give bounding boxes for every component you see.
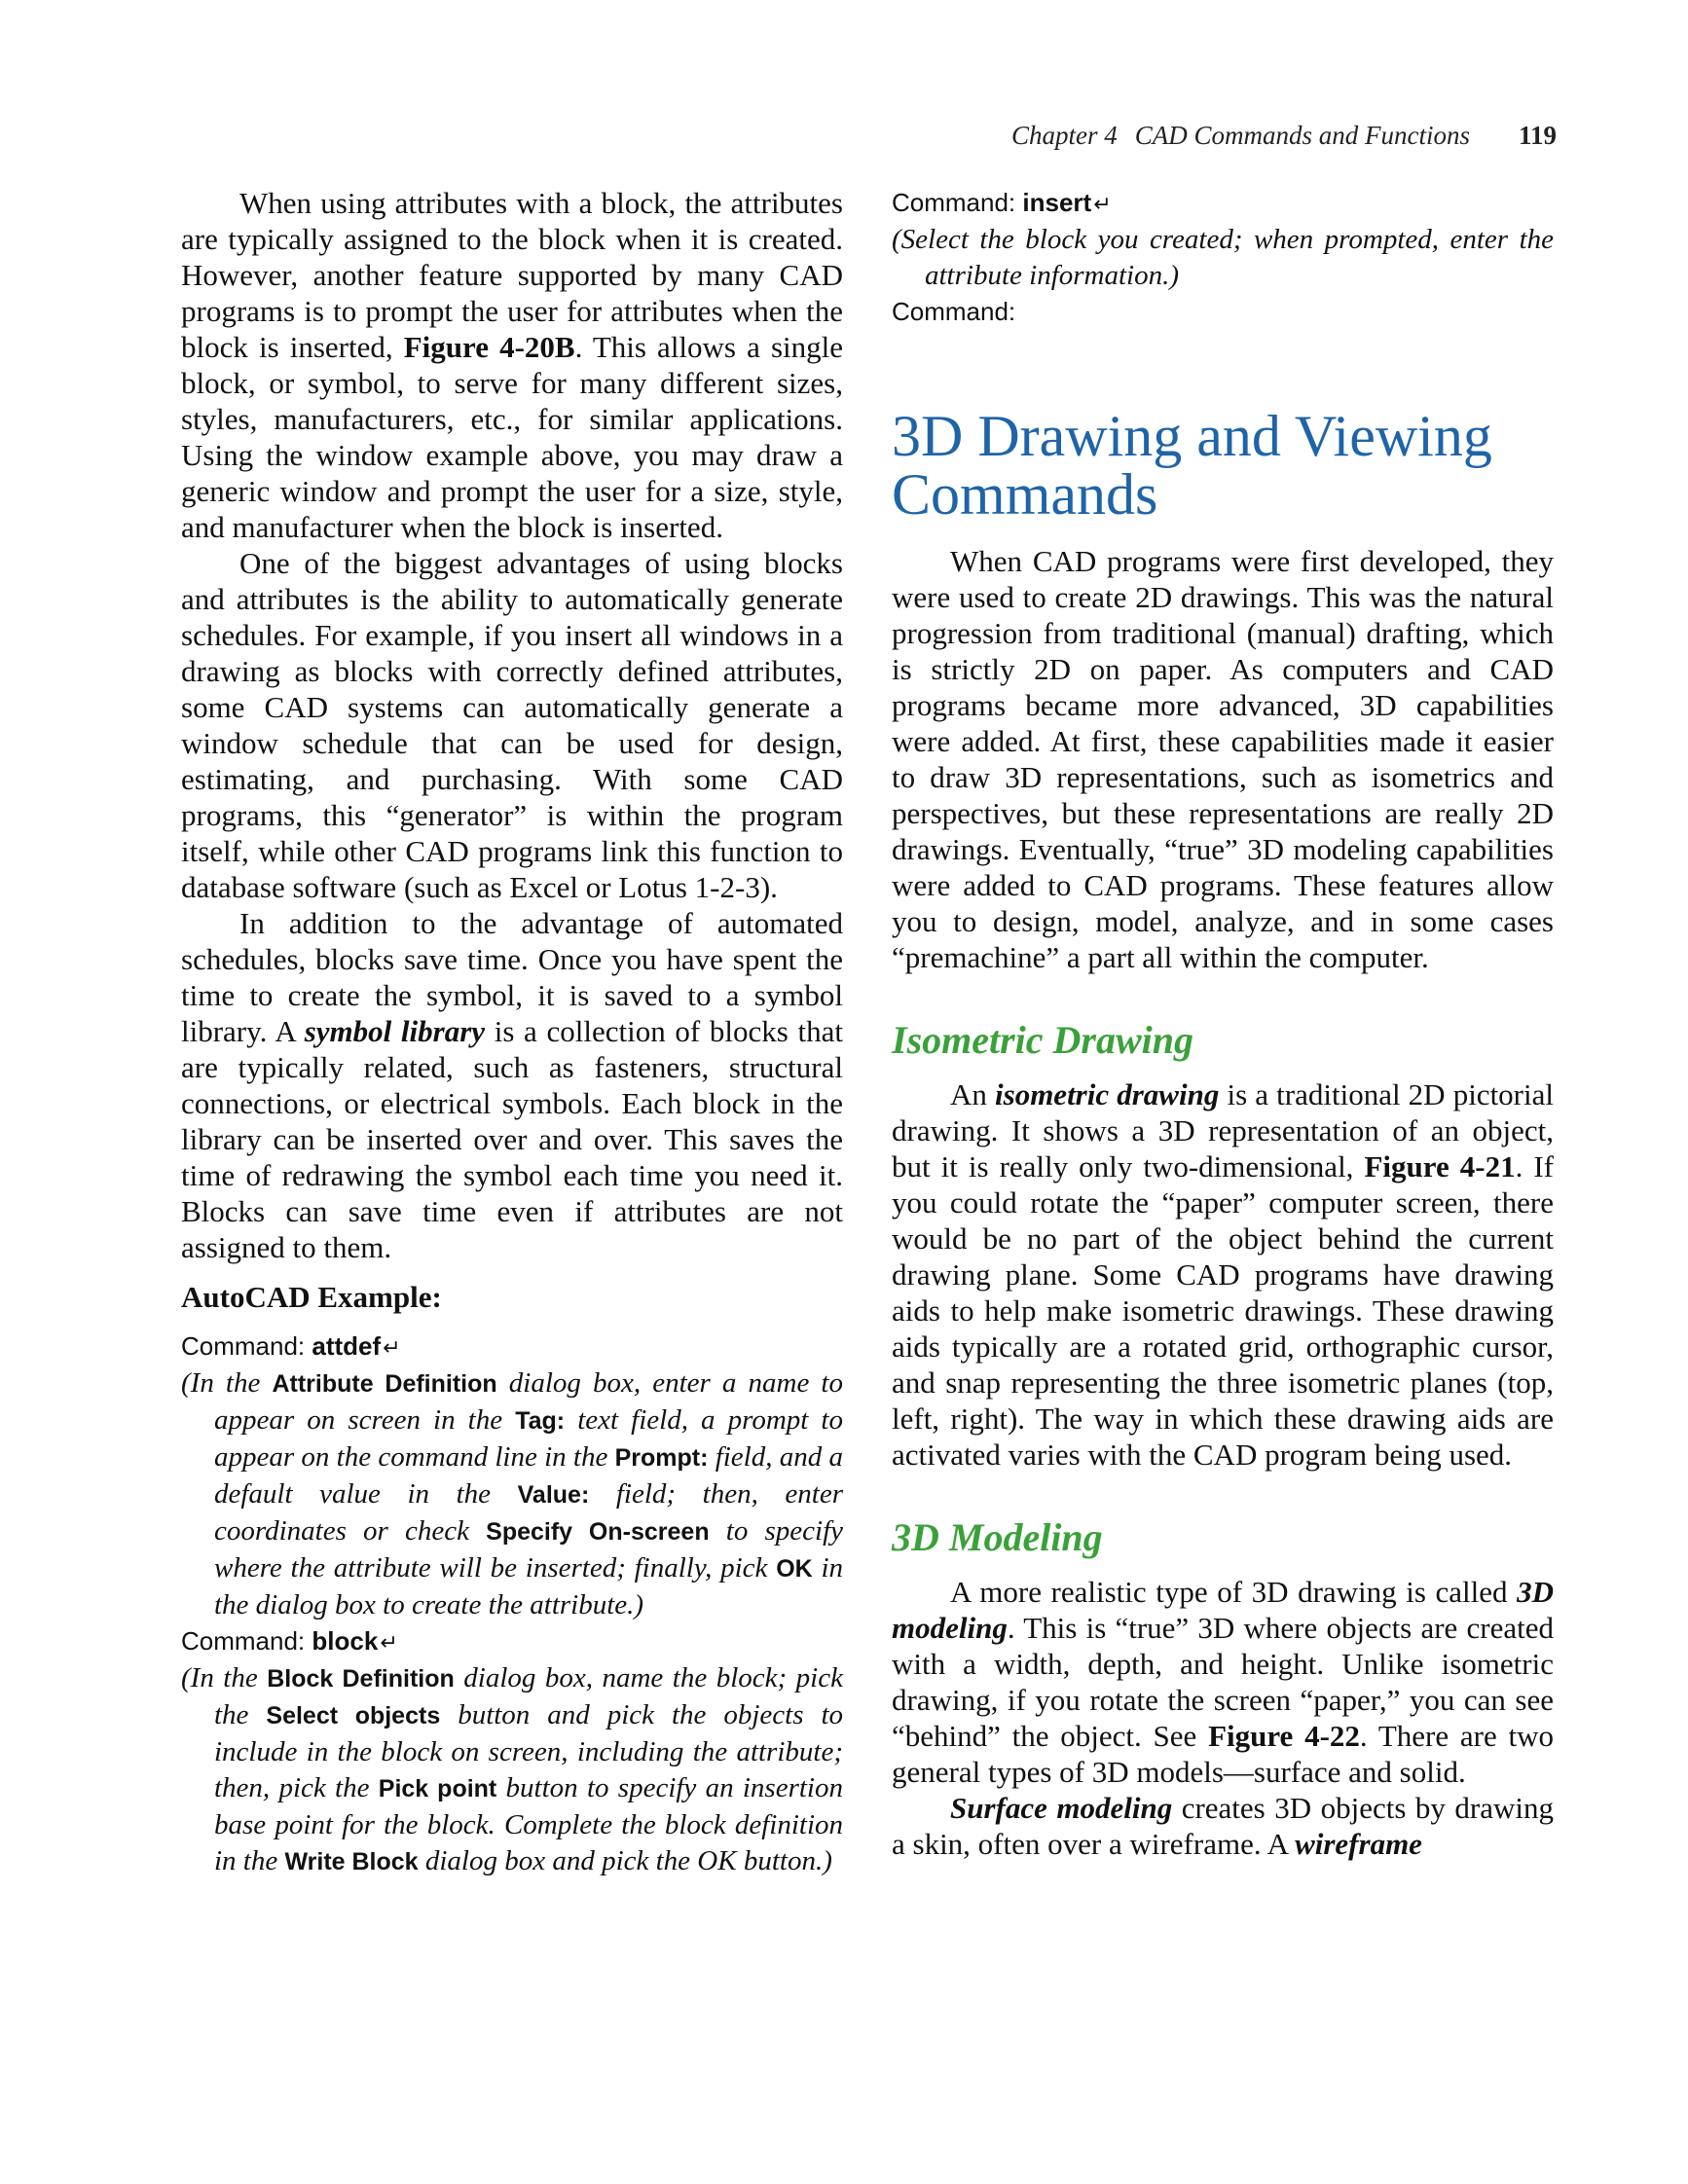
paragraph <box>892 1076 1554 1473</box>
ui-term: Prompt: <box>614 1444 709 1472</box>
ui-term: Pick point <box>378 1775 497 1802</box>
enter-key-icon: ↵ <box>380 1630 398 1655</box>
key-term: 3D modeling <box>892 1575 1554 1645</box>
text: in the dialog box to create the attribute.) <box>214 1552 843 1620</box>
text: button and pick the objects to include in the block on screen, including the attribute; then, pick the <box>214 1699 843 1803</box>
command-line: Command: <box>892 297 1016 326</box>
command-prefix: Command: <box>892 188 1023 217</box>
text: text field, a prompt to appear on the command line in the <box>214 1404 843 1473</box>
paragraph <box>181 185 843 545</box>
command-note <box>181 1365 843 1623</box>
command-prefix: Command: <box>181 1331 312 1361</box>
paragraph: When CAD programs were first developed, they were used to create 2D drawings. This was the natural progression from traditional (manual) drafting, which is strictly 2D on paper. As computers and CAD programs became more advanced, 3D capabilities were added. At first, these capabilities made it easier to draw 3D representations, such as isometrics and perspectives, but these representations are really 2D drawings. Eventually, “true” 3D modeling capabilities were added to CAD programs. These features allow you to design, model, analyze, and in some cases “premachine” a part all within the computer. <box>892 544 1554 974</box>
subsection-heading: 3D Modeling <box>892 1515 1103 1559</box>
left-column <box>181 185 843 1880</box>
text: is a collection of blocks that are typically related, such as fasteners, structural connections, or electrical symbols. Each block in the library can be inserted over and over. This saves the time of redrawing the symbol each time you need it. Blocks can save time even if attributes are not assigned to them. <box>181 1014 843 1264</box>
command-line <box>181 1623 843 1660</box>
enter-key-icon: ↵ <box>1093 192 1112 216</box>
text: . This is “true” 3D where objects are created with a width, depth, and height. Unlike isometric drawing, if you rotate the screen “paper,” you can see “behind” the object. See <box>892 1611 1554 1753</box>
paragraph: One of the biggest advantages of using blocks and attributes is the ability to automatically generate schedules. For example, if you insert all windows in a drawing as blocks with correctly defined attributes, some CAD systems can automatically generate a window schedule that can be used for design, estimating, and purchasing. With some CAD programs, this “generator” is within the program itself, while other CAD programs link this function to database software (such as Excel or Lotus 1-2-3). <box>181 546 843 904</box>
command-note: (Select the block you created; when prompted, enter the attribute information.) <box>892 224 1554 291</box>
key-term: wireframe <box>1295 1827 1422 1861</box>
page-number: 119 <box>1518 121 1557 150</box>
text: (In the <box>181 1367 273 1399</box>
command-note <box>181 1660 843 1880</box>
paragraph <box>892 1790 1554 1862</box>
key-term: isometric drawing <box>995 1077 1220 1111</box>
text: . This allows a single block, or symbol, to serve for many different sizes, styles, manufacturers, etc., for similar applications. Using the window example above, you may draw a generic window and prompt the user for a size, style, and manufacturer when the block is inserted. <box>181 330 843 544</box>
command-line <box>892 185 1554 222</box>
text: dialog box, enter a name to appear on screen in the <box>214 1367 843 1436</box>
figure-ref: Figure 4-21 <box>1364 1149 1516 1183</box>
text: creates 3D objects by drawing a skin, often over a wireframe. A <box>892 1791 1554 1861</box>
text: is a traditional 2D pictorial drawing. It shows a 3D representation of an object, but it is really only two-dimensional, <box>892 1077 1554 1183</box>
command-text: attdef <box>312 1331 382 1361</box>
text: When using attributes with a block, the attributes are typically assigned to the block when it is created. However, another feature supported by many CAD programs is to prompt the user for attributes when the block is inserted, <box>181 186 843 364</box>
key-term: Surface modeling <box>950 1791 1173 1825</box>
text: button to specify an insertion base point for the block. Complete the block definition in the <box>214 1772 843 1876</box>
right-column <box>892 185 1554 1862</box>
text: . If you could rotate the “paper” computer screen, there would be no part of the object behind the current drawing plane. Some CAD programs have drawing aids to help make isometric drawings. These drawing aids typically are a rotated grid, orthographic cursor, and snap representing the three isometric planes (top, left, right). The way in which these drawing aids are activated varies with the CAD program being used. <box>892 1149 1554 1472</box>
ui-term: Value: <box>517 1481 590 1509</box>
command-prefix: Command: <box>181 1626 312 1656</box>
ui-term: OK <box>776 1555 813 1583</box>
text: An <box>950 1077 996 1111</box>
text: dialog box, name the block; pick the <box>214 1662 843 1730</box>
text: field, and a default value in the <box>214 1441 843 1510</box>
command-text: block <box>312 1626 379 1656</box>
paragraph <box>892 1574 1554 1790</box>
ui-term: Attribute Definition <box>272 1370 497 1398</box>
example-heading: AutoCAD Example: <box>181 1280 442 1314</box>
figure-ref: Figure 4-20B <box>403 330 575 364</box>
ui-term: Write Block <box>284 1848 419 1875</box>
section-heading: 3D Drawing and Viewing Commands <box>892 404 1492 527</box>
ui-term: Specify On-screen <box>486 1518 710 1546</box>
ui-term: Select objects <box>266 1702 441 1729</box>
paragraph <box>181 905 843 1265</box>
figure-ref: Figure 4-22 <box>1208 1719 1360 1753</box>
key-term: symbol library <box>304 1014 486 1048</box>
ui-term: Tag: <box>515 1407 566 1435</box>
enter-key-icon: ↵ <box>383 1335 401 1360</box>
text: In addition to the advantage of automated schedules, blocks save time. Once you have spent the time to create the symbol, it is saved to a symbol library. A <box>181 906 843 1048</box>
chapter-title: CAD Commands and Functions <box>1134 121 1470 150</box>
chapter-label: Chapter 4 <box>1010 121 1118 150</box>
text: field; then, enter coordinates or check <box>214 1478 843 1547</box>
text: dialog box and pick the OK button.) <box>418 1845 832 1876</box>
ui-term: Block Definition <box>267 1665 455 1693</box>
command-text: insert <box>1022 188 1092 217</box>
text: . There are two general types of 3D models—surface and solid. <box>892 1719 1554 1789</box>
text: A more realistic type of 3D drawing is called <box>950 1575 1518 1609</box>
subsection-heading: Isometric Drawing <box>892 1018 1194 1062</box>
command-line <box>181 1329 843 1365</box>
running-header <box>1011 121 1557 151</box>
text: (In the <box>181 1662 268 1693</box>
text: to specify where the attribute will be inserted; finally, pick <box>214 1515 844 1583</box>
